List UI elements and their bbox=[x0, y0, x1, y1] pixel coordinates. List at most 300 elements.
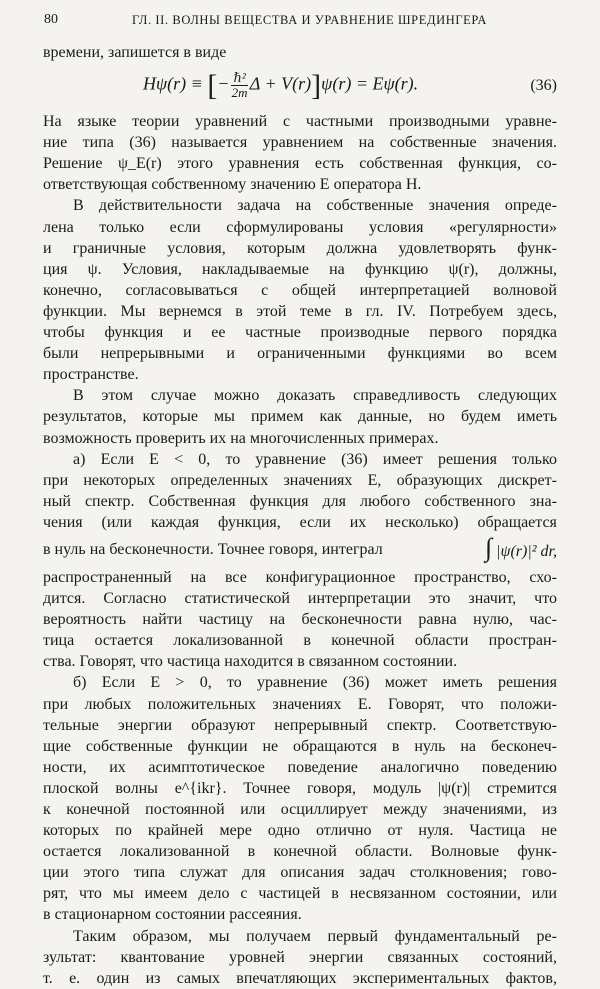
word: рят, bbox=[43, 885, 69, 903]
word: крайней bbox=[147, 822, 204, 840]
word: простран- bbox=[488, 632, 557, 650]
word: в bbox=[297, 653, 309, 671]
word: интерпретации bbox=[307, 590, 411, 608]
word: что bbox=[534, 590, 557, 608]
word: т. bbox=[43, 969, 53, 987]
word: с bbox=[261, 281, 269, 299]
word: что bbox=[79, 885, 102, 903]
word: е. bbox=[69, 969, 81, 987]
word: это bbox=[428, 590, 451, 608]
text-line bbox=[43, 904, 557, 925]
word: на bbox=[295, 197, 312, 215]
word: удовлетворять bbox=[398, 239, 497, 257]
word: для bbox=[242, 864, 266, 882]
word: Точнее bbox=[243, 779, 291, 797]
integral-sign: ∫ bbox=[485, 533, 493, 563]
word: значениях bbox=[272, 695, 342, 713]
word: В bbox=[73, 387, 84, 405]
text-line bbox=[43, 132, 557, 153]
word: справедливость bbox=[353, 387, 461, 405]
word: состояний, bbox=[482, 948, 557, 966]
word: Собственная bbox=[148, 492, 236, 510]
word: этого bbox=[83, 864, 120, 882]
word: уравнение bbox=[255, 450, 326, 468]
word: каждая bbox=[150, 513, 200, 531]
word: дится. bbox=[43, 590, 86, 608]
word: задача bbox=[237, 197, 281, 215]
word: функциями bbox=[387, 345, 466, 363]
word: постоянной bbox=[145, 801, 225, 818]
word: гл. bbox=[365, 302, 384, 320]
page-body bbox=[43, 42, 557, 989]
word: но bbox=[428, 408, 445, 426]
word: ства. bbox=[43, 653, 80, 671]
word: нуль bbox=[414, 737, 446, 755]
word: гово- bbox=[522, 864, 557, 882]
word: что bbox=[460, 695, 484, 713]
word: оператора bbox=[333, 176, 406, 194]
text-line bbox=[43, 672, 557, 693]
word: из bbox=[542, 801, 557, 818]
word: собственная bbox=[359, 155, 443, 173]
word: собственные bbox=[326, 197, 414, 215]
text-line bbox=[43, 428, 557, 449]
word: тица bbox=[43, 632, 75, 650]
word: виде bbox=[194, 44, 227, 61]
text-line bbox=[43, 259, 557, 280]
word: значит, bbox=[468, 590, 517, 608]
word: имеем bbox=[144, 885, 188, 903]
word: вернемся bbox=[158, 302, 222, 320]
word: с bbox=[282, 113, 291, 131]
word: в bbox=[303, 632, 311, 650]
word: фундаментальный bbox=[394, 927, 520, 945]
word: первый bbox=[327, 927, 379, 945]
word: тельные bbox=[43, 716, 99, 734]
word: Потребуем bbox=[429, 302, 504, 320]
word: запишется bbox=[108, 44, 184, 61]
word: модуль bbox=[372, 779, 422, 797]
word: (36) bbox=[342, 674, 370, 692]
word: первого bbox=[429, 324, 483, 342]
text-line bbox=[43, 470, 557, 491]
word: по bbox=[115, 822, 132, 840]
word: в bbox=[183, 44, 195, 61]
word: ψ. bbox=[87, 260, 102, 278]
word: На bbox=[43, 113, 62, 131]
word: остается bbox=[94, 632, 154, 650]
word: если bbox=[299, 513, 331, 531]
word: частными bbox=[305, 113, 374, 131]
word: и bbox=[226, 345, 235, 363]
word: которых bbox=[43, 822, 100, 840]
word: Говорят, bbox=[388, 695, 445, 713]
word: значению bbox=[250, 176, 320, 194]
word: согласовываться bbox=[125, 281, 238, 299]
word: нулю, bbox=[473, 611, 513, 629]
word: Таким bbox=[73, 927, 116, 945]
word: дело bbox=[198, 885, 230, 903]
word: этой bbox=[256, 302, 287, 320]
word: порядка bbox=[502, 324, 557, 342]
integral-line bbox=[43, 533, 557, 567]
word: служат bbox=[179, 864, 228, 882]
word: возможность bbox=[43, 429, 136, 447]
word: в bbox=[247, 843, 256, 861]
word: называется bbox=[171, 134, 248, 152]
word: асимптотическое bbox=[148, 758, 265, 776]
word: от bbox=[387, 822, 403, 840]
word: найти bbox=[142, 611, 183, 629]
word: которым bbox=[246, 239, 306, 257]
word: функция, bbox=[218, 513, 281, 531]
word: их bbox=[209, 429, 231, 447]
word: равна bbox=[418, 611, 457, 629]
word: области bbox=[414, 632, 469, 650]
word: E, bbox=[367, 471, 382, 489]
word: одно bbox=[267, 822, 301, 840]
text-line bbox=[43, 174, 557, 195]
word: ция bbox=[43, 260, 68, 278]
word: частица bbox=[166, 653, 225, 671]
text-line bbox=[43, 406, 557, 427]
word: должна bbox=[326, 239, 378, 257]
word: конечной bbox=[66, 801, 130, 818]
text-line bbox=[43, 841, 557, 862]
word: фактов, bbox=[505, 969, 557, 987]
word: В bbox=[73, 197, 84, 215]
word: находится bbox=[224, 653, 298, 671]
integral-integrand: |ψ(r)|² dr, bbox=[496, 543, 557, 561]
word: производные bbox=[320, 324, 410, 342]
word: собственные bbox=[389, 134, 477, 152]
word: конфигурационное bbox=[265, 568, 396, 586]
text-line bbox=[43, 968, 557, 989]
word: зна- bbox=[529, 492, 557, 510]
word: при bbox=[43, 695, 69, 713]
word: связанном bbox=[308, 653, 383, 671]
word: решения bbox=[437, 450, 497, 468]
word: условия bbox=[368, 218, 424, 236]
word: на bbox=[269, 611, 286, 629]
word: иметь bbox=[516, 408, 557, 426]
word: IV. bbox=[396, 302, 416, 320]
word: в bbox=[344, 302, 353, 320]
word: 0, bbox=[198, 450, 211, 468]
word: примерах. bbox=[369, 429, 439, 447]
text-line bbox=[43, 883, 557, 904]
word: ции bbox=[43, 864, 69, 882]
word: энергии bbox=[117, 716, 173, 734]
text-line bbox=[43, 630, 557, 651]
word: не bbox=[541, 822, 557, 840]
word: E bbox=[150, 674, 161, 692]
text-line bbox=[43, 715, 557, 736]
word: волновой bbox=[493, 281, 557, 299]
word: их bbox=[109, 758, 126, 776]
word: мы bbox=[208, 927, 230, 945]
word: поведение bbox=[287, 758, 358, 776]
word: уравнением bbox=[262, 134, 344, 152]
text-line bbox=[43, 820, 557, 841]
word: в bbox=[331, 885, 339, 903]
word: были bbox=[43, 345, 79, 363]
word: функцию bbox=[364, 260, 429, 278]
word: этого bbox=[177, 155, 214, 173]
word: а) bbox=[73, 450, 86, 468]
word: во bbox=[487, 345, 503, 363]
word: один bbox=[96, 969, 130, 987]
word: говоря, bbox=[307, 779, 356, 797]
word: стационарном bbox=[54, 906, 156, 924]
word: чтобы bbox=[43, 324, 85, 342]
text-line bbox=[43, 947, 557, 968]
word: значениями, bbox=[442, 801, 527, 818]
word: с bbox=[240, 885, 248, 903]
word: к bbox=[43, 801, 51, 818]
word: как bbox=[319, 408, 342, 426]
text-line bbox=[43, 280, 557, 301]
word: задач bbox=[359, 864, 396, 882]
word: которые bbox=[142, 408, 198, 426]
running-header bbox=[44, 12, 556, 32]
word: рассеяния. bbox=[229, 906, 302, 924]
word: схо- bbox=[529, 568, 557, 586]
word: экспериментальных bbox=[352, 969, 490, 987]
word: б) bbox=[73, 674, 87, 692]
word: граничные bbox=[72, 239, 147, 257]
text-line bbox=[43, 343, 557, 364]
text-line bbox=[43, 694, 557, 715]
word: уровней bbox=[229, 948, 285, 966]
word: < bbox=[174, 450, 184, 468]
equation-rest: Δ + V(r) bbox=[249, 73, 312, 94]
word: дискрет- bbox=[497, 471, 557, 489]
text-line bbox=[43, 609, 557, 630]
text-line bbox=[43, 862, 557, 883]
word: будем bbox=[460, 408, 501, 426]
word: между bbox=[383, 801, 428, 818]
word: чения bbox=[43, 513, 83, 531]
word: имеет bbox=[382, 450, 423, 468]
word: на bbox=[230, 429, 250, 447]
word: непрерывный bbox=[274, 716, 368, 734]
word: Условия, bbox=[121, 260, 182, 278]
word: статистической bbox=[184, 590, 290, 608]
word: значения bbox=[428, 197, 490, 215]
text-line bbox=[43, 778, 557, 799]
equation-lhs: Hψ(r) ≡ bbox=[143, 73, 208, 94]
word: в bbox=[235, 302, 243, 320]
word: примем bbox=[250, 408, 304, 426]
word: из bbox=[145, 969, 161, 987]
word: ние bbox=[43, 134, 68, 152]
text-line bbox=[43, 757, 557, 778]
word: Согласно bbox=[103, 590, 167, 608]
word: Соответствую- bbox=[455, 716, 557, 734]
word: функции. bbox=[43, 302, 107, 320]
word: поведению bbox=[481, 758, 557, 776]
word: волны bbox=[115, 779, 158, 797]
word: или bbox=[240, 801, 266, 818]
word: опреде- bbox=[504, 197, 557, 215]
word: связанных bbox=[387, 948, 459, 966]
word: что bbox=[139, 653, 167, 671]
word: час- bbox=[529, 611, 557, 629]
word: столкновения; bbox=[409, 864, 508, 882]
word: E. bbox=[357, 695, 372, 713]
text-line bbox=[43, 364, 557, 385]
word: собственного bbox=[424, 492, 516, 510]
word: (или bbox=[101, 513, 132, 531]
word: положительных bbox=[147, 695, 257, 713]
word: функция, bbox=[458, 155, 522, 173]
word: сформулированы bbox=[226, 218, 344, 236]
word: > bbox=[175, 674, 185, 692]
word: значения. bbox=[492, 134, 557, 152]
word: E bbox=[149, 450, 159, 468]
word: может bbox=[384, 674, 428, 692]
word: отлично bbox=[316, 822, 372, 840]
word: любого bbox=[360, 492, 411, 510]
word: зультат: bbox=[43, 948, 97, 966]
word: производными bbox=[388, 113, 490, 131]
word: ψ(r), bbox=[448, 260, 479, 278]
word: Говорят, bbox=[79, 653, 140, 671]
word: нуля. bbox=[418, 822, 454, 840]
word: их bbox=[349, 513, 367, 531]
word: уравнения bbox=[228, 155, 300, 173]
word: накладываемые bbox=[201, 260, 309, 278]
word: образуют bbox=[191, 716, 256, 734]
word: можно bbox=[214, 387, 260, 405]
word: несколько) bbox=[385, 513, 459, 531]
word: остается bbox=[43, 843, 102, 861]
integral-line-text: в нуль на бесконечности. Точнее говоря, интеграл bbox=[43, 541, 383, 559]
intro-block bbox=[43, 42, 557, 63]
word: иметь bbox=[442, 674, 483, 692]
word: лена bbox=[43, 218, 74, 236]
equation-fraction bbox=[231, 71, 247, 100]
word: проверить bbox=[135, 429, 210, 447]
word: ный bbox=[43, 492, 71, 510]
word: вероятность bbox=[43, 611, 126, 629]
word: получаем bbox=[246, 927, 311, 945]
word: собственные bbox=[85, 737, 173, 755]
word: или bbox=[531, 885, 557, 903]
word: обращаются bbox=[292, 737, 378, 755]
word: описания bbox=[280, 864, 345, 882]
word: уравне- bbox=[505, 113, 557, 131]
word: уравнений bbox=[195, 113, 268, 131]
word: бесконечности bbox=[301, 611, 402, 629]
word: любых bbox=[84, 695, 132, 713]
word: образом, bbox=[132, 927, 192, 945]
word: Частица bbox=[469, 822, 526, 840]
text-line bbox=[43, 926, 557, 947]
word: со- bbox=[536, 155, 557, 173]
word: данные, bbox=[358, 408, 413, 426]
fraction-numerator: ℏ² bbox=[233, 70, 246, 86]
word: состоянии. bbox=[382, 653, 458, 671]
word: то bbox=[225, 450, 241, 468]
word: только bbox=[99, 218, 145, 236]
word: значениях bbox=[283, 471, 353, 489]
word: уравнение bbox=[256, 674, 328, 692]
word: конечно, bbox=[43, 281, 102, 299]
word: на bbox=[358, 134, 375, 152]
text-line bbox=[43, 588, 557, 609]
word: Мы bbox=[120, 302, 146, 320]
word: следующих bbox=[478, 387, 557, 405]
word: квантование bbox=[120, 948, 205, 966]
word: состоянии, bbox=[446, 885, 521, 903]
word: решения bbox=[497, 674, 557, 692]
text-line bbox=[43, 111, 557, 132]
word: (36) bbox=[129, 134, 156, 152]
text-line bbox=[43, 736, 557, 757]
word: плоской bbox=[43, 779, 99, 797]
word: локализованной bbox=[173, 632, 284, 650]
word: частицу bbox=[198, 611, 253, 629]
word: самых bbox=[176, 969, 221, 987]
word: многочисленных bbox=[249, 429, 369, 447]
text-line bbox=[43, 567, 557, 588]
word: мере bbox=[219, 822, 252, 840]
word: 0, bbox=[199, 674, 212, 692]
word: на bbox=[460, 737, 476, 755]
word: функции bbox=[187, 737, 248, 755]
word: в bbox=[391, 737, 400, 755]
word: времени, bbox=[43, 44, 109, 61]
text-line bbox=[43, 195, 557, 216]
word: (36) bbox=[341, 450, 368, 468]
word: некоторых bbox=[83, 471, 156, 489]
word: доказать bbox=[277, 387, 336, 405]
word: всем bbox=[525, 345, 557, 363]
word: случае bbox=[150, 387, 197, 405]
word: этом bbox=[101, 387, 133, 405]
text-line bbox=[43, 799, 557, 820]
word: энергии bbox=[309, 948, 364, 966]
word: стремится bbox=[487, 779, 557, 797]
word: теории bbox=[132, 113, 180, 131]
word: типа bbox=[82, 134, 114, 152]
word: мы bbox=[112, 885, 134, 903]
word: для bbox=[322, 492, 346, 510]
word: несвязанном bbox=[349, 885, 436, 903]
word: частицей bbox=[258, 885, 321, 903]
text-line bbox=[43, 385, 557, 406]
word: языке bbox=[77, 113, 117, 131]
text-line bbox=[43, 238, 557, 259]
word: непрерывными bbox=[100, 345, 205, 363]
text-block-b bbox=[43, 567, 557, 989]
integral-expression bbox=[485, 533, 557, 563]
word: условия, bbox=[167, 239, 226, 257]
word: |ψ(r)| bbox=[437, 779, 471, 797]
word: конечной bbox=[331, 632, 395, 650]
word: осциллирует bbox=[280, 801, 368, 818]
word: H. bbox=[405, 176, 422, 194]
word: типа bbox=[133, 864, 166, 882]
equation-number: (36) bbox=[530, 77, 557, 95]
equation-36 bbox=[43, 65, 557, 105]
word: то bbox=[226, 674, 242, 692]
word: функция bbox=[104, 324, 164, 342]
equation-formula: Hψ(r) ≡ [− $\frac{\text{ℏ²}}{2m}$ Δ + V(r)]ψ(r) = Eψ(r). bbox=[143, 69, 419, 103]
text-block-a bbox=[43, 111, 557, 533]
